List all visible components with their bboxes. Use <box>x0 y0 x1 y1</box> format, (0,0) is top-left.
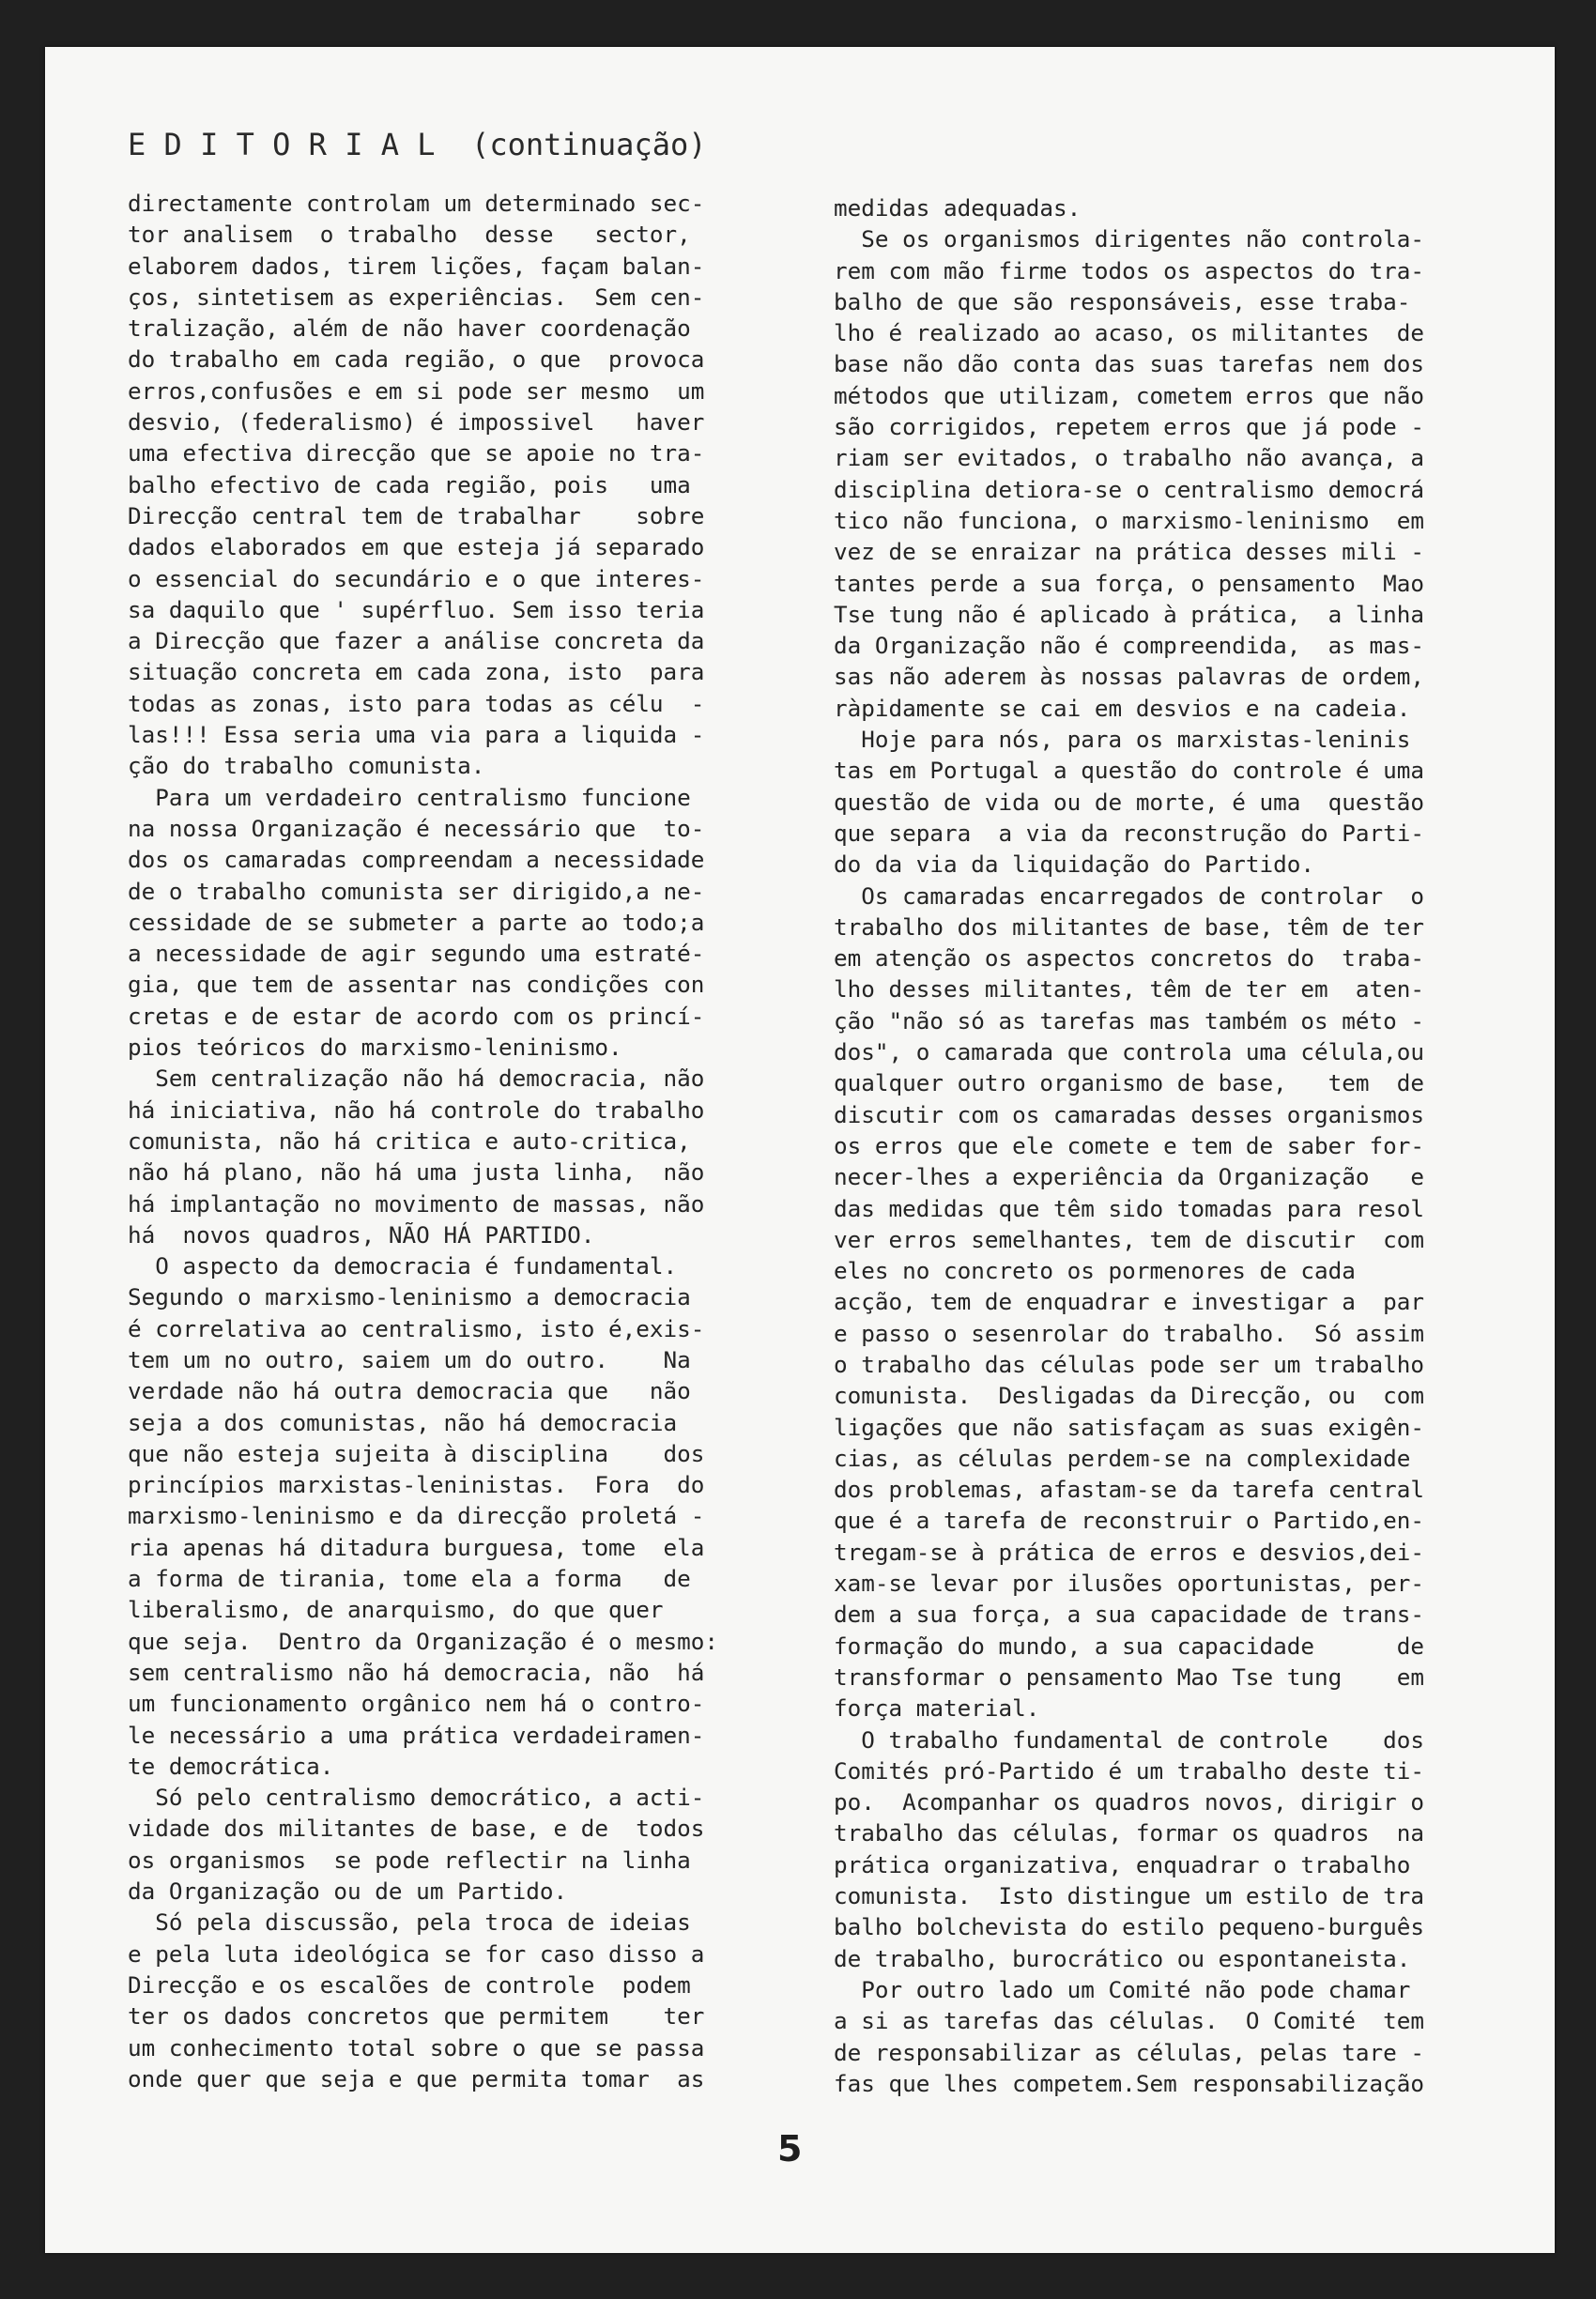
left-column-line: a necessidade de agir segundo uma estraté- <box>128 940 705 968</box>
left-text-column <box>128 188 766 2094</box>
right-column-line: fas que lhes competem.Sem responsabilização <box>834 2069 1425 2097</box>
left-column-line: que seja. Dentro da Organização é o mesmo: <box>128 1627 719 1655</box>
page-number: 5 <box>777 2128 803 2169</box>
right-column-line: medidas adequadas. <box>834 194 1082 222</box>
right-column-line: das medidas que têm sido tomadas para resol <box>834 1194 1425 1222</box>
left-column-line: elaborem dados, tirem lições, façam balan- <box>128 252 705 280</box>
left-column-line: ção do trabalho comunista. <box>128 752 485 780</box>
left-column-line: Segundo o marxismo-leninismo a democracia <box>128 1283 691 1311</box>
left-column-line: sa daquilo que ' supérfluo. Sem isso teria <box>128 595 705 623</box>
left-column-line: que não esteja sujeita à disciplina dos <box>128 1439 705 1467</box>
left-column-line: vidade dos militantes de base, e de todos <box>128 1815 705 1843</box>
left-column-line: uma efectiva direcção que se apoie no tra- <box>128 439 705 467</box>
right-column-line: eles no concreto os pormenores de cada <box>834 1257 1356 1285</box>
left-column-line: situação concreta em cada zona, isto para <box>128 658 705 686</box>
left-column-line: tor analisem o trabalho desse sector, <box>128 221 691 249</box>
left-column-line: há iniciativa, não há controle do trabalho <box>128 1096 705 1124</box>
right-column-line: formação do mundo, a sua capacidade de <box>834 1632 1425 1660</box>
left-column-line: dos os camaradas compreendam a necessidade <box>128 846 705 874</box>
right-column-line: Por outro lado um Comité não pode chamar <box>834 1975 1411 2003</box>
left-column-line: ços, sintetisem as experiências. Sem cen- <box>128 283 705 311</box>
left-column-line: te democrática. <box>128 1752 334 1780</box>
right-column-line: O trabalho fundamental de controle dos <box>834 1725 1425 1754</box>
left-column-line: da Organização ou de um Partido. <box>128 1878 568 1906</box>
right-column-line: prática organizativa, enquadrar o trabalho <box>834 1850 1411 1878</box>
right-column-line: riam ser evitados, o trabalho não avança, a <box>834 444 1425 472</box>
right-column-line: de responsabilizar as células, pelas tare - <box>834 2038 1425 2066</box>
left-column-line: cessidade de se submeter a parte ao todo;a <box>128 908 705 936</box>
left-column-line: verdade não há outra democracia que não <box>128 1377 691 1405</box>
right-column-line: de trabalho, burocrático ou espontaneista. <box>834 1944 1411 1972</box>
right-column-line: ligações que não satisfaçam as suas exigên- <box>834 1413 1425 1441</box>
right-column-line: acção, tem de enquadrar e investigar a par <box>834 1288 1425 1316</box>
left-column-line: marxismo-leninismo e da direcção proletá - <box>128 1502 705 1530</box>
right-column-line: dos", o camarada que controla uma célula,ou <box>834 1038 1425 1066</box>
left-column-line: ter os dados concretos que permitem ter <box>128 2002 705 2031</box>
right-column-line: necer-lhes a experiência da Organização e <box>834 1163 1425 1191</box>
right-column-line: discutir com os camaradas desses organismos <box>834 1100 1425 1128</box>
right-column-line: transformar o pensamento Mao Tse tung em <box>834 1663 1425 1691</box>
document-page <box>45 47 1555 2253</box>
right-column-line: trabalho das células, formar os quadros na <box>834 1819 1425 1847</box>
right-column-line: ver erros semelhantes, tem de discutir com <box>834 1225 1425 1253</box>
right-column-line: força material. <box>834 1694 1040 1723</box>
right-column-line: dem a sua força, a sua capacidade de trans- <box>834 1601 1425 1629</box>
right-column-line: que é a tarefa de reconstruir o Partido,en- <box>834 1507 1425 1535</box>
right-column-line: cias, as células perdem-se na complexidade <box>834 1444 1411 1472</box>
left-column-line: erros,confusões e em si pode ser mesmo um <box>128 376 705 405</box>
left-column-line: gia, que tem de assentar nas condições con <box>128 971 705 999</box>
right-column-line: dos problemas, afastam-se da tarefa central <box>834 1476 1425 1504</box>
left-column-line: balho efectivo de cada região, pois uma <box>128 470 691 498</box>
left-column-line: a forma de tirania, tome ela a forma de <box>128 1565 691 1593</box>
left-column-line: cretas e de estar de acordo com os princí- <box>128 1002 705 1030</box>
left-column-line: comunista, não há critica e auto-critica, <box>128 1127 691 1155</box>
left-column-line: princípios marxistas-leninistas. Fora do <box>128 1471 705 1499</box>
left-column-line: Direcção e os escalões de controle podem <box>128 1970 691 1999</box>
left-column-line: Só pelo centralismo democrático, a acti- <box>128 1784 705 1812</box>
right-column-line: tas em Portugal a questão do controle é uma <box>834 757 1425 785</box>
header-title: E D I T O R I A L <box>128 127 436 162</box>
header-subtitle: (continuação) <box>471 127 707 162</box>
right-column-line: lho é realizado ao acaso, os militantes de <box>834 319 1425 347</box>
right-column-line: Comités pró-Partido é um trabalho deste ti- <box>834 1756 1425 1785</box>
right-column-line: trabalho dos militantes de base, têm de ter <box>834 912 1425 941</box>
right-column-line: po. Acompanhar os quadros novos, dirigir o <box>834 1788 1425 1816</box>
right-column-line: tantes perde a sua força, o pensamento Mao <box>834 569 1425 597</box>
left-column-line: todas as zonas, isto para todas as célu - <box>128 689 705 717</box>
right-column-line: do da via da liquidação do Partido. <box>834 851 1314 879</box>
right-column-line: Tse tung não é aplicado à prática, a linha <box>834 600 1425 628</box>
right-column-line: qualquer outro organismo de base, tem de <box>834 1069 1425 1097</box>
right-column-line: lho desses militantes, têm de ter em aten- <box>834 975 1425 1004</box>
left-column-line: onde quer que seja e que permita tomar as <box>128 2064 705 2092</box>
left-column-line: O aspecto da democracia é fundamental. <box>128 1252 678 1280</box>
left-column-line: seja a dos comunistas, não há democracia <box>128 1408 678 1436</box>
left-column-line: na nossa Organização é necessário que to- <box>128 814 705 842</box>
right-column-line: ràpidamente se cai em desvios e na cadeia. <box>834 694 1411 722</box>
right-column-line: métodos que utilizam, cometem erros que não <box>834 381 1425 409</box>
right-column-line: tregam-se à prática de erros e desvios,dei- <box>834 1538 1425 1566</box>
left-column-line: Direcção central tem de trabalhar sobre <box>128 501 705 529</box>
right-column-line: Se os organismos dirigentes não controla- <box>834 225 1425 253</box>
right-column-line: Os camaradas encarregados de controlar o <box>834 881 1425 910</box>
right-column-line: ção "não só as tarefas mas também os méto - <box>834 1006 1425 1035</box>
left-column-line: de o trabalho comunista ser dirigido,a ne- <box>128 877 705 905</box>
left-column-line: le necessário a uma prática verdadeiramen- <box>128 1721 705 1749</box>
left-column-line: tralização, além de não haver coordenação <box>128 314 691 343</box>
right-column-line: da Organização não é compreendida, as mas- <box>834 632 1425 660</box>
right-text-column <box>834 192 1557 2099</box>
left-column-line: há novos quadros, NÃO HÁ PARTIDO. <box>128 1220 595 1249</box>
left-column-line: liberalismo, de anarquismo, do que quer <box>128 1596 664 1624</box>
left-column-line: dados elaborados em que esteja já separado <box>128 533 705 561</box>
right-column-line: base não dão conta das suas tarefas nem dos <box>834 350 1425 378</box>
right-column-line: os erros que ele comete e tem de saber for- <box>834 1131 1425 1159</box>
right-column-line: Hoje para nós, para os marxistas-leninis <box>834 726 1411 754</box>
left-column-line: o essencial do secundário e o que interes- <box>128 564 705 592</box>
right-column-line: disciplina detiora-se o centralismo democrá <box>834 475 1425 503</box>
left-column-line: um funcionamento orgânico nem há o contro- <box>128 1690 705 1718</box>
right-column-line: a si as tarefas das células. O Comité tem <box>834 2007 1425 2035</box>
left-column-line: e pela luta ideológica se for caso disso a <box>128 1939 705 1968</box>
left-column-line: Só pela discussão, pela troca de ideias <box>128 1908 691 1937</box>
right-column-line: tico não funciona, o marxismo-leninismo em <box>834 506 1425 534</box>
left-column-line: pios teóricos do marxismo-leninismo. <box>128 1034 622 1062</box>
left-column-line: a Direcção que fazer a análise concreta da <box>128 627 705 655</box>
left-column-line: directamente controlam um determinado sec- <box>128 190 705 217</box>
page-header <box>128 127 707 162</box>
left-column-line: do trabalho em cada região, o que provoca <box>128 345 705 374</box>
right-column-line: e passo o sesenrolar do trabalho. Só assim <box>834 1319 1425 1347</box>
left-column-line: ria apenas há ditadura burguesa, tome ela <box>128 1533 705 1561</box>
left-column-line: os organismos se pode reflectir na linha <box>128 1846 691 1874</box>
right-column-line: xam-se levar por ilusões oportunistas, per- <box>834 1570 1425 1598</box>
right-column-line: sas não aderem às nossas palavras de ordem, <box>834 663 1425 691</box>
left-column-line: um conhecimento total sobre o que se passa <box>128 2033 705 2061</box>
right-column-line: o trabalho das células pode ser um trabalho <box>834 1350 1425 1378</box>
left-column-line: sem centralismo não há democracia, não há <box>128 1658 705 1686</box>
right-column-line: que separa a via da reconstrução do Parti- <box>834 819 1425 847</box>
right-column-line: rem com mão firme todos os aspectos do tra- <box>834 256 1425 284</box>
right-column-line: comunista. Desligadas da Direcção, ou com <box>834 1382 1425 1410</box>
right-column-line: vez de se enraizar na prática desses mili - <box>834 538 1425 566</box>
right-column-line: balho de que são responsáveis, esse traba- <box>834 287 1411 315</box>
left-column-line: Sem centralização não há democracia, não <box>128 1065 705 1093</box>
left-column-line: não há plano, não há uma justa linha, não <box>128 1158 705 1187</box>
right-column-line: questão de vida ou de morte, é uma questão <box>834 788 1425 816</box>
right-column-line: balho bolchevista do estilo pequeno-burguês <box>834 1913 1425 1941</box>
left-column-line: tem um no outro, saiem um do outro. Na <box>128 1345 691 1373</box>
right-column-line: comunista. Isto distingue um estilo de tra <box>834 1882 1425 1910</box>
left-column-line: desvio, (federalismo) é impossivel haver <box>128 408 705 437</box>
right-column-line: em atenção os aspectos concretos do traba- <box>834 944 1425 973</box>
left-column-line: Para um verdadeiro centralismo funcione <box>128 783 691 811</box>
left-column-line: las!!! Essa seria uma via para a liquida - <box>128 721 705 749</box>
left-column-line: é correlativa ao centralismo, isto é,exis- <box>128 1314 705 1342</box>
right-column-line: são corrigidos, repetem erros que já pode - <box>834 413 1425 441</box>
left-column-line: há implantação no movimento de massas, não <box>128 1189 705 1218</box>
